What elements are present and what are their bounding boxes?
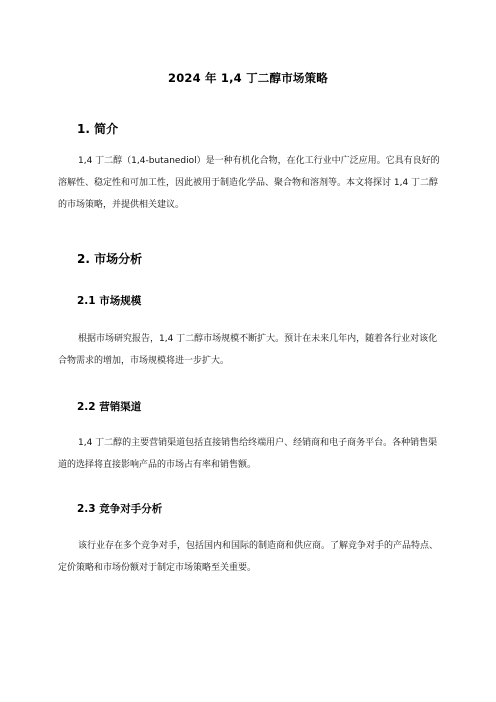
subsection-heading-marketing-channels: 2.2 营销渠道 xyxy=(77,401,142,413)
section-heading-intro: 1. 简介 xyxy=(77,122,119,136)
paragraph-market-size: 根据市场研究报告，1,4 丁二醇市场规模不断扩大。预计在未来几年内，随着各行业对该化合物需求的增加，市场规模将进一步扩大。 xyxy=(58,334,438,366)
paragraph-intro: 1,4 丁二醇（1,4-butanediol）是一种有机化合物，在化工行业中广泛应用。它具有良好的溶解性、稳定性和可加工性，因此被用于制造化学品、聚合物和溶剂等。本文将探讨 1,4 丁二醇的市场策略，并提供相关建议。 xyxy=(58,156,440,210)
section-heading-market-analysis: 2. 市场分析 xyxy=(77,252,143,266)
document-title: 2024 年 1,4 丁二醇市场策略 xyxy=(168,71,328,85)
subsection-heading-market-size: 2.1 市场规模 xyxy=(77,295,142,307)
paragraph-marketing-channels: 1,4 丁二醇的主要营销渠道包括直接销售给终端用户、经销商和电子商务平台。各种销售渠道的选择将直接影响产品的市场占有率和销售额。 xyxy=(58,438,438,470)
paragraph-competitor-analysis: 该行业存在多个竞争对手，包括国内和国际的制造商和供应商。了解竞争对手的产品特点、定价策略和市场份额对于制定市场策略至关重要。 xyxy=(58,541,439,573)
subsection-heading-competitor-analysis: 2.3 竞争对手分析 xyxy=(77,503,163,515)
